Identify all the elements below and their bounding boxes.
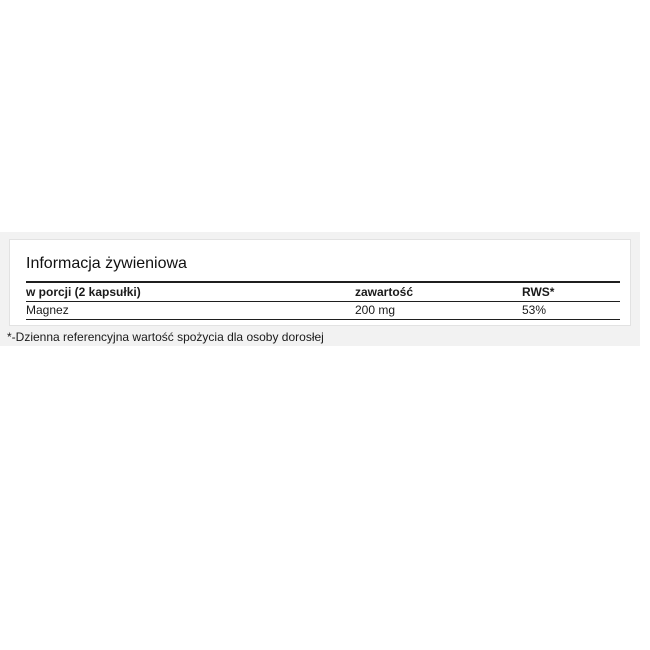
nutrition-panel [0, 232, 640, 346]
nutrition-table [26, 281, 620, 320]
nutrition-title: Informacja żywieniowa [26, 255, 187, 272]
header-rws: RWS* [522, 282, 620, 302]
footnote: *-Dzienna referencyjna wartość spożycia dla osoby dorosłej [7, 330, 324, 344]
row-rws: 53% [522, 302, 620, 320]
row-name: Magnez [26, 302, 355, 320]
table-header-row [26, 282, 620, 302]
table-row [26, 302, 620, 320]
row-amount: 200 mg [355, 302, 522, 320]
header-portion: w porcji (2 kapsułki) [26, 282, 355, 302]
header-content: zawartość [355, 282, 522, 302]
nutrition-card [9, 239, 631, 326]
